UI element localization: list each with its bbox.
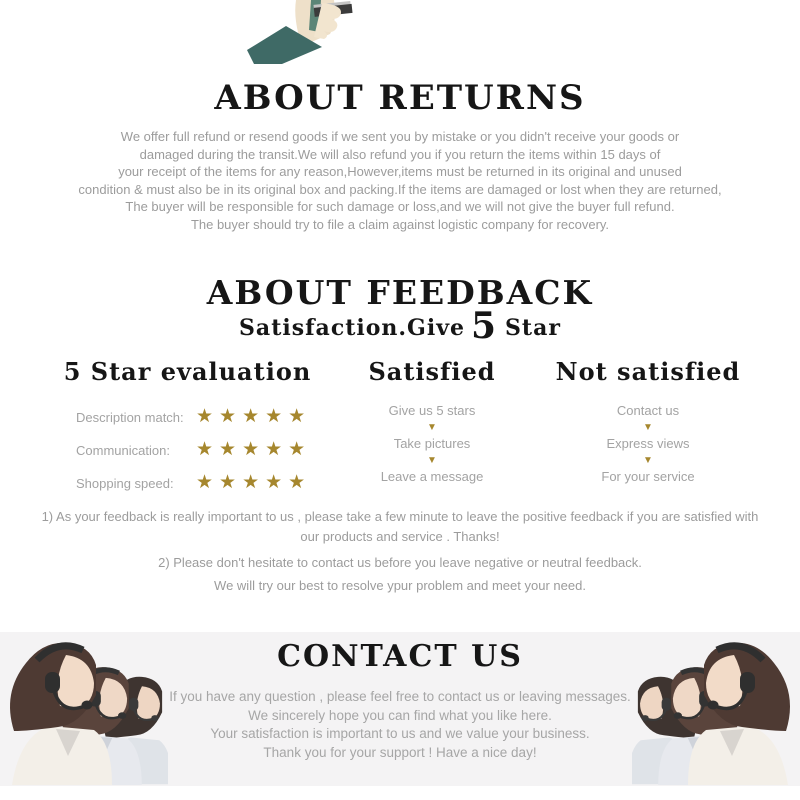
step-label: Contact us (616, 403, 680, 418)
triangle-down-icon: ▼ (643, 422, 653, 433)
returns-section-title: ABOUT RETURNS (214, 78, 586, 118)
text-line: The buyer will be responsible for such damage or loss,and we will not give the buyer full refund. (125, 199, 675, 215)
text-line: Thank you for your support ! Have a nice day! (263, 744, 537, 760)
triangle-down-icon: ▼ (643, 455, 653, 466)
step-label: For your service (601, 469, 695, 484)
five-star-rating-icon: ★★★★★ (196, 405, 312, 427)
contact-section-title: CONTACT US (277, 639, 523, 674)
evaluation-row (60, 434, 315, 467)
subtitle-text: Satisfaction.Give (239, 315, 465, 341)
text-line: condition & must also be in its original box and packing.If the items are damaged or lost when they are returned, (78, 181, 722, 197)
rating-label: Shopping speed: (76, 476, 174, 491)
not-satisfied-steps (552, 403, 744, 485)
contact-section (0, 632, 800, 786)
text-line: 2) Please don't hesitate to contact us before you leave negative or neutral feedback. (158, 555, 642, 570)
rating-label: Description match: (76, 410, 184, 425)
evaluation-row (60, 467, 315, 500)
five-star-rating-icon: ★★★★★ (196, 471, 312, 493)
step-label: Take pictures (393, 436, 471, 451)
evaluation-rows (60, 401, 315, 500)
feedback-note-1 (20, 507, 780, 547)
satisfied-steps (342, 403, 522, 485)
text-line: The buyer should try to file a claim against logistic company for recovery. (190, 216, 610, 232)
evaluation-column-header: 5 Star evaluation (63, 357, 312, 386)
text-line: We offer full refund or resend goods if we sent you by mistake or you didn't receive your goods or (120, 129, 680, 144)
text-line: damaged during the transit.We will also refund you if you return the items within 15 days of (139, 146, 661, 162)
triangle-down-icon: ▼ (427, 455, 437, 466)
subtitle-big-number: 5 (470, 305, 498, 347)
hand-holding-card-illustration (244, 0, 359, 64)
feedback-note-2 (20, 551, 780, 597)
text-line: If you have any question , please feel free to contact us or leaving messages. (169, 689, 631, 704)
feedback-section-title: ABOUT FEEDBACK (206, 273, 594, 312)
step-label: Give us 5 stars (388, 403, 476, 418)
step-label: Leave a message (380, 469, 484, 484)
step-label: Express views (606, 436, 690, 451)
rating-label: Communication: (76, 443, 170, 458)
text-line: our products and service . Thanks! (300, 529, 500, 544)
subtitle-text: Star (505, 315, 561, 341)
text-line: Your satisfaction is important to us and we value your business. (210, 726, 590, 741)
text-line: We will try our best to resolve ypur problem and meet your need. (214, 578, 586, 593)
text-line: your receipt of the items for any reason,However,items must be returned in its original and unused (118, 164, 682, 180)
not-satisfied-column (552, 357, 744, 485)
text-line: 1) As your feedback is really important to us , please take a few minute to leave the positive feedback if you are satisfied with (41, 509, 759, 524)
satisfied-column-header: Satisfied (368, 357, 496, 386)
evaluation-row (60, 401, 315, 434)
text-line: We sincerely hope you can find what you like here. (248, 707, 552, 723)
triangle-down-icon: ▼ (427, 422, 437, 433)
five-star-rating-icon: ★★★★★ (196, 438, 312, 460)
evaluation-column (60, 357, 315, 500)
contact-text (0, 688, 800, 762)
returns-policy-text (28, 128, 772, 234)
satisfied-column (342, 357, 522, 485)
feedback-subtitle (0, 305, 800, 347)
not-satisfied-column-header: Not satisfied (555, 357, 741, 386)
